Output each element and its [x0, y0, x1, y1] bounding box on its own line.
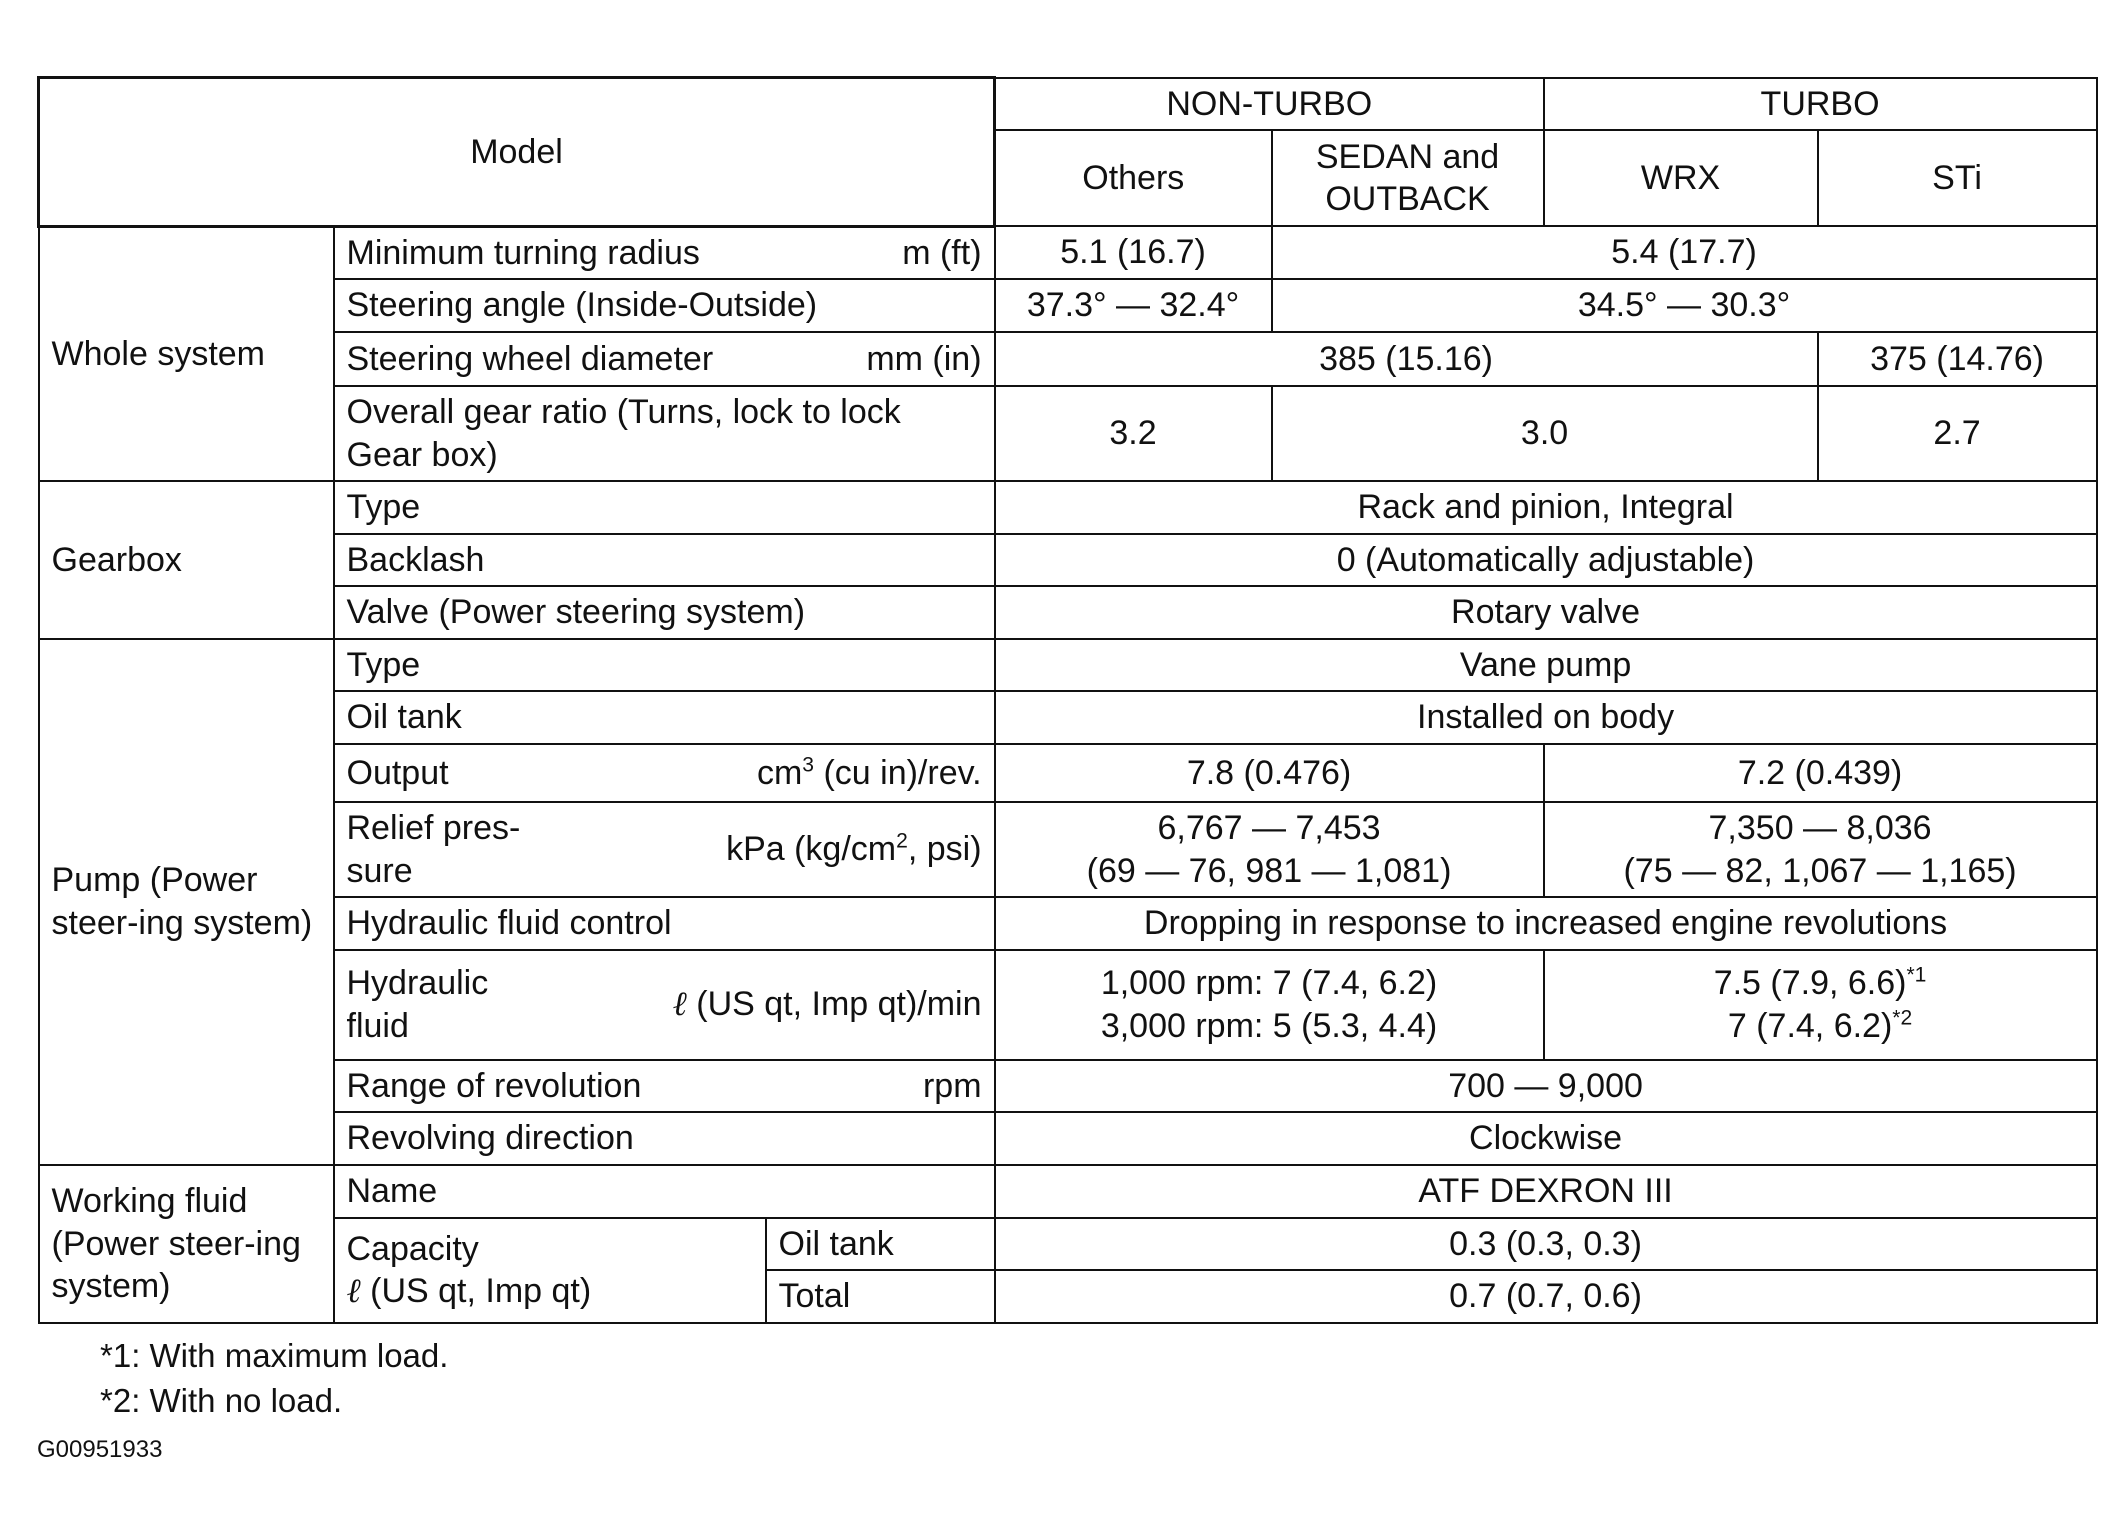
liter-symbol-icon: ℓ	[346, 1271, 361, 1311]
sedan-outback-header: SEDAN and OUTBACK	[1272, 130, 1544, 226]
rev-direction-value: Clockwise	[995, 1112, 2097, 1165]
wheel-diameter-main: 385 (15.16)	[995, 332, 1818, 386]
rev-direction-label: Revolving direction	[334, 1112, 995, 1165]
row-label-rev-range	[334, 1060, 995, 1113]
footnote-1: *1: With maximum load.	[100, 1337, 449, 1374]
liter-symbol-icon: ℓ	[672, 984, 687, 1025]
row-label-relief-pressure	[334, 802, 995, 897]
capacity-label: Capacity ℓ (US qt, Imp qt)	[334, 1218, 766, 1323]
gear-ratio-sti: 2.7	[1818, 386, 2097, 481]
wrx-header: WRX	[1544, 130, 1818, 226]
valve-value: Rotary valve	[995, 586, 2097, 639]
steering-angle-others: 37.3° — 32.4°	[995, 279, 1272, 332]
rev-range-unit: rpm	[922, 1066, 982, 1105]
footnote-2: *2: With no load.	[100, 1382, 343, 1419]
row-label-min-turning	[334, 226, 995, 279]
relief-non-turbo: 6,767 — 7,453 (69 — 76, 981 — 1,081)	[995, 802, 1544, 897]
hydraulic-fluid-unit: ℓ (US qt, Imp qt)/min	[672, 984, 982, 1025]
row-label-hydraulic-fluid	[334, 950, 995, 1060]
rev-range-label: Range of revolution	[346, 1066, 642, 1105]
fluid-name-label: Name	[334, 1165, 995, 1218]
gearbox-type-value: Rack and pinion, Integral	[995, 481, 2097, 534]
relief-unit: kPa ($kg/cm^2$, psi)	[726, 829, 982, 869]
non-turbo-header: NON-TURBO	[995, 78, 1544, 131]
capacity-total-label: Total	[766, 1270, 995, 1323]
valve-label: Valve (Power steering system)	[334, 586, 995, 639]
steering-spec-table	[37, 76, 2098, 1324]
pump-type-value: Vane pump	[995, 639, 2097, 692]
fluid-name-value: ATF DEXRON III	[995, 1165, 2097, 1218]
model-header: Model	[39, 78, 995, 227]
backlash-value: 0 (Automatically adjustable)	[995, 534, 2097, 587]
hydraulic-fluid-label: Hydraulic fluid	[346, 964, 489, 1045]
output-unit: $cm^3$ (cu in)/rev.	[756, 753, 982, 792]
gear-ratio-others: 3.2	[995, 386, 1272, 481]
backlash-label: Backlash	[334, 534, 995, 587]
output-non-turbo: 7.8 (0.476)	[995, 744, 1544, 802]
min-turning-label: Minimum turning radius	[346, 233, 700, 272]
gear-ratio-mid: 3.0	[1272, 386, 1818, 481]
steering-angle-label: Steering angle (Inside-Outside)	[334, 279, 995, 332]
group-working-fluid: Working fluid (Power steer-ing system)	[39, 1165, 334, 1323]
wheel-diameter-unit: mm (in)	[866, 339, 982, 378]
wheel-diameter-sti: 375 (14.76)	[1818, 332, 2097, 386]
row-label-wheel-diameter	[334, 332, 995, 386]
group-gearbox: Gearbox	[39, 481, 334, 639]
fluid-control-value: Dropping in response to increased engine revolutions	[995, 897, 2097, 950]
wheel-diameter-label: Steering wheel diameter	[346, 339, 714, 378]
fluid-control-label: Hydraulic fluid control	[334, 897, 995, 950]
pump-type-label: Type	[334, 639, 995, 692]
sti-header: STi	[1818, 130, 2097, 226]
rev-range-value: 700 — 9,000	[995, 1060, 2097, 1113]
gear-ratio-label: Overall gear ratio (Turns, lock to lock Gear box)	[334, 386, 995, 481]
min-turning-rest: 5.4 (17.7)	[1272, 226, 2097, 279]
oil-tank-label: Oil tank	[334, 691, 995, 744]
oil-tank-value: Installed on body	[995, 691, 2097, 744]
relief-turbo: 7,350 — 8,036 (75 — 82, 1,067 — 1,165)	[1544, 802, 2097, 897]
hydraulic-fluid-non-turbo: 1,000 rpm: 7 (7.4, 6.2) 3,000 rpm: 5 (5.3, 4.4)	[995, 950, 1544, 1060]
gearbox-type-label: Type	[334, 481, 995, 534]
capacity-total-value: 0.7 (0.7, 0.6)	[995, 1270, 2097, 1323]
steering-angle-rest: 34.5° — 30.3°	[1272, 279, 2097, 332]
output-turbo: 7.2 (0.439)	[1544, 744, 2097, 802]
others-header: Others	[995, 130, 1272, 226]
group-pump: Pump (Power steer-ing system)	[39, 639, 334, 1166]
relief-label: Relief pres- sure	[346, 809, 521, 890]
group-whole-system: Whole system	[39, 226, 334, 481]
min-turning-others: 5.1 (16.7)	[995, 226, 1272, 279]
row-label-output	[334, 744, 995, 802]
hydraulic-fluid-turbo: 7.5 (7.9, 6.6)$^{*1}$ 7 (7.4, 6.2)$^{*2}$	[1544, 950, 2097, 1060]
min-turning-unit: m (ft)	[902, 233, 982, 272]
capacity-oil-tank-label: Oil tank	[766, 1218, 995, 1271]
capacity-oil-tank-value: 0.3 (0.3, 0.3)	[995, 1218, 2097, 1271]
document-id: G00951933	[37, 1436, 163, 1463]
output-label: Output	[346, 753, 449, 792]
turbo-header: TURBO	[1544, 78, 2097, 131]
